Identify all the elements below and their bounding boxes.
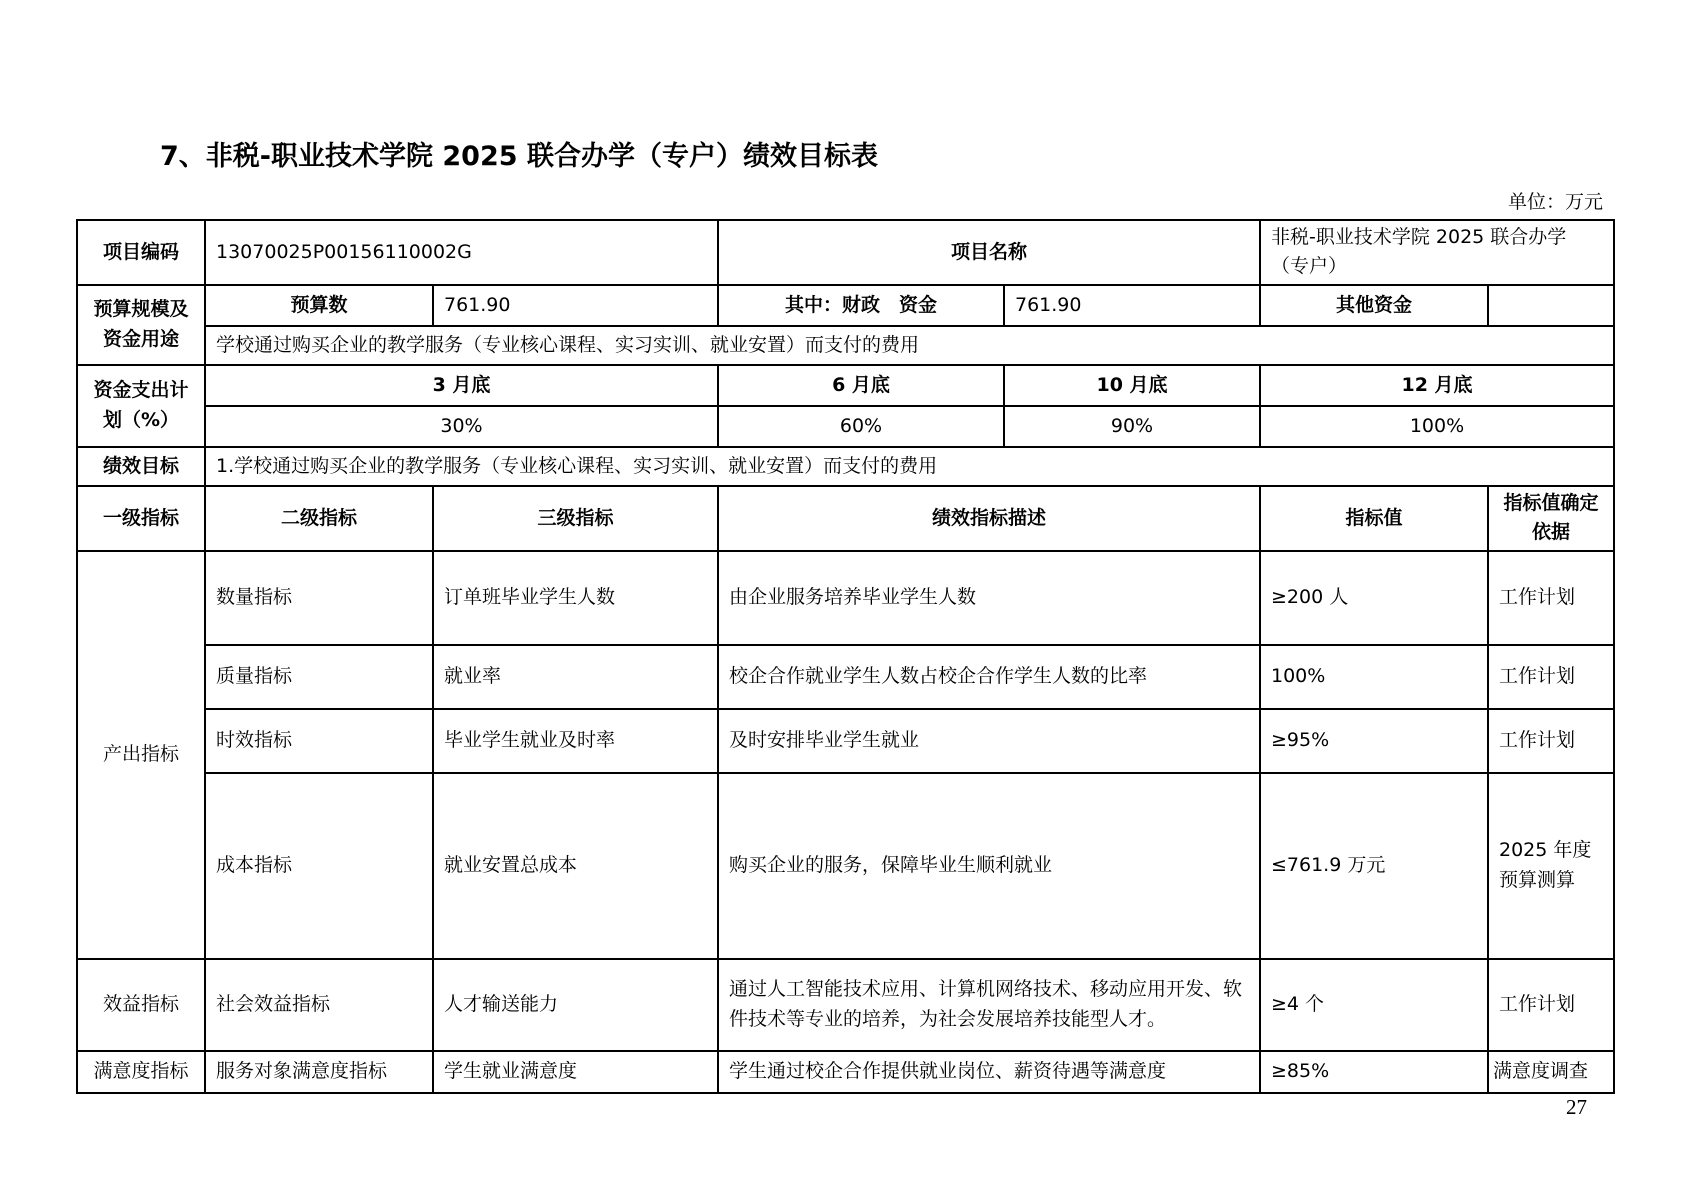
level1-cell: 满意度指标: [77, 1051, 205, 1093]
project-code-label: 项目编码: [77, 220, 205, 285]
table-row: [77, 773, 1614, 959]
header-value: 指标值: [1260, 486, 1488, 551]
level2-cell: 社会效益指标: [205, 959, 433, 1051]
spending-period-split: [718, 365, 1260, 406]
value-cell: ≥95%: [1260, 709, 1488, 773]
table-row: [77, 551, 1614, 645]
budget-amount-value: 761.90: [433, 285, 718, 326]
performance-goal-label: 绩效目标: [77, 447, 205, 486]
budget-amount-label: 预算数: [205, 285, 433, 326]
level1-cell: 产出指标: [77, 551, 205, 959]
spending-period-row: [77, 365, 1614, 406]
budget-label: 预算规模及资金用途: [77, 285, 205, 365]
basis-cell: 满意度调查: [1488, 1051, 1614, 1093]
table-row: [77, 1051, 1614, 1093]
spending-value: 90%: [1110, 414, 1154, 437]
level1-cell: 效益指标: [77, 959, 205, 1051]
header-level3: 三级指标: [433, 486, 718, 551]
level3-cell: 学生就业满意度: [433, 1051, 718, 1093]
spending-period: 12 月底: [1260, 365, 1614, 406]
level2-cell: 成本指标: [205, 773, 433, 959]
performance-target-table: [76, 219, 1615, 1094]
other-funds-label: 其他资金: [1260, 285, 1488, 326]
other-funds-value: [1488, 285, 1614, 326]
description-cell: 校企合作就业学生人数占校企合作学生人数的比率: [718, 645, 1260, 709]
spending-value: 100%: [1260, 406, 1614, 447]
header-level1: 一级指标: [77, 486, 205, 551]
table-row: [77, 645, 1614, 709]
description-cell: 通过人工智能技术应用、计算机网络技术、移动应用开发、软件技术等专业的培养，为社会发展培养技能型人才。: [718, 959, 1260, 1051]
project-row: [77, 220, 1614, 285]
header-basis: 指标值确定依据: [1488, 486, 1614, 551]
level2-cell: 时效指标: [205, 709, 433, 773]
project-name-value: 非税-职业技术学院 2025 联合办学（专户）: [1260, 220, 1614, 285]
indicator-header-row: [77, 486, 1614, 551]
spending-plan-label: 资金支出计划（%）: [77, 365, 205, 447]
level3-cell: 就业安置总成本: [433, 773, 718, 959]
level3-cell: 人才输送能力: [433, 959, 718, 1051]
level3-cell: 毕业学生就业及时率: [433, 709, 718, 773]
value-cell: ≥85%: [1260, 1051, 1488, 1093]
performance-goal-value: 1.学校通过购买企业的教学服务（专业核心课程、实习实训、就业安置）而支付的费用: [205, 447, 1614, 486]
page-title: 7、非税-职业技术学院 2025 联合办学（专户）绩效目标表: [160, 141, 878, 172]
level2-cell: 质量指标: [205, 645, 433, 709]
header-level2: 二级指标: [205, 486, 433, 551]
budget-row: [77, 285, 1614, 326]
basis-cell: 2025 年度预算测算: [1488, 773, 1614, 959]
description-cell: 及时安排毕业学生就业: [718, 709, 1260, 773]
table-row: [77, 959, 1614, 1051]
value-cell: ≥200 人: [1260, 551, 1488, 645]
level3-cell: 订单班毕业学生人数: [433, 551, 718, 645]
spending-period: 3 月底: [205, 365, 718, 406]
spending-period: 6 月底: [719, 366, 1005, 405]
page-number: 27: [1566, 1095, 1587, 1119]
basis-cell: 工作计划: [1488, 709, 1614, 773]
basis-cell: 工作计划: [1488, 551, 1614, 645]
level2-cell: 服务对象满意度指标: [205, 1051, 433, 1093]
budget-usage: 学校通过购买企业的教学服务（专业核心课程、实习实训、就业安置）而支付的费用: [205, 326, 1614, 365]
spending-period: 10 月底: [1096, 373, 1168, 396]
spending-value-row: [77, 406, 1614, 447]
header-description: 绩效指标描述: [718, 486, 1260, 551]
level3-cell: 就业率: [433, 645, 718, 709]
value-cell: 100%: [1260, 645, 1488, 709]
unit-label: 单位：万元: [1507, 191, 1603, 213]
project-code-value: 13070025P00156110002G: [205, 220, 718, 285]
description-cell: 由企业服务培养毕业学生人数: [718, 551, 1260, 645]
fiscal-split-cell: [718, 285, 1260, 326]
table-row: [77, 709, 1614, 773]
goal-row: [77, 447, 1614, 486]
basis-cell: 工作计划: [1488, 959, 1614, 1051]
level2-cell: 数量指标: [205, 551, 433, 645]
description-cell: 学生通过校企合作提供就业岗位、薪资待遇等满意度: [718, 1051, 1260, 1093]
fiscal-funds-label: 其中：财政 资金: [719, 286, 1005, 325]
value-cell: ≤761.9 万元: [1260, 773, 1488, 959]
usage-row: [77, 326, 1614, 365]
project-name-label: 项目名称: [718, 220, 1260, 285]
fiscal-funds-value: 761.90: [1015, 293, 1082, 316]
spending-value-split: [718, 406, 1260, 447]
basis-cell: 工作计划: [1488, 645, 1614, 709]
description-cell: 购买企业的服务，保障毕业生顺利就业: [718, 773, 1260, 959]
spending-value: 60%: [719, 407, 1005, 446]
value-cell: ≥4 个: [1260, 959, 1488, 1051]
spending-value: 30%: [205, 406, 718, 447]
